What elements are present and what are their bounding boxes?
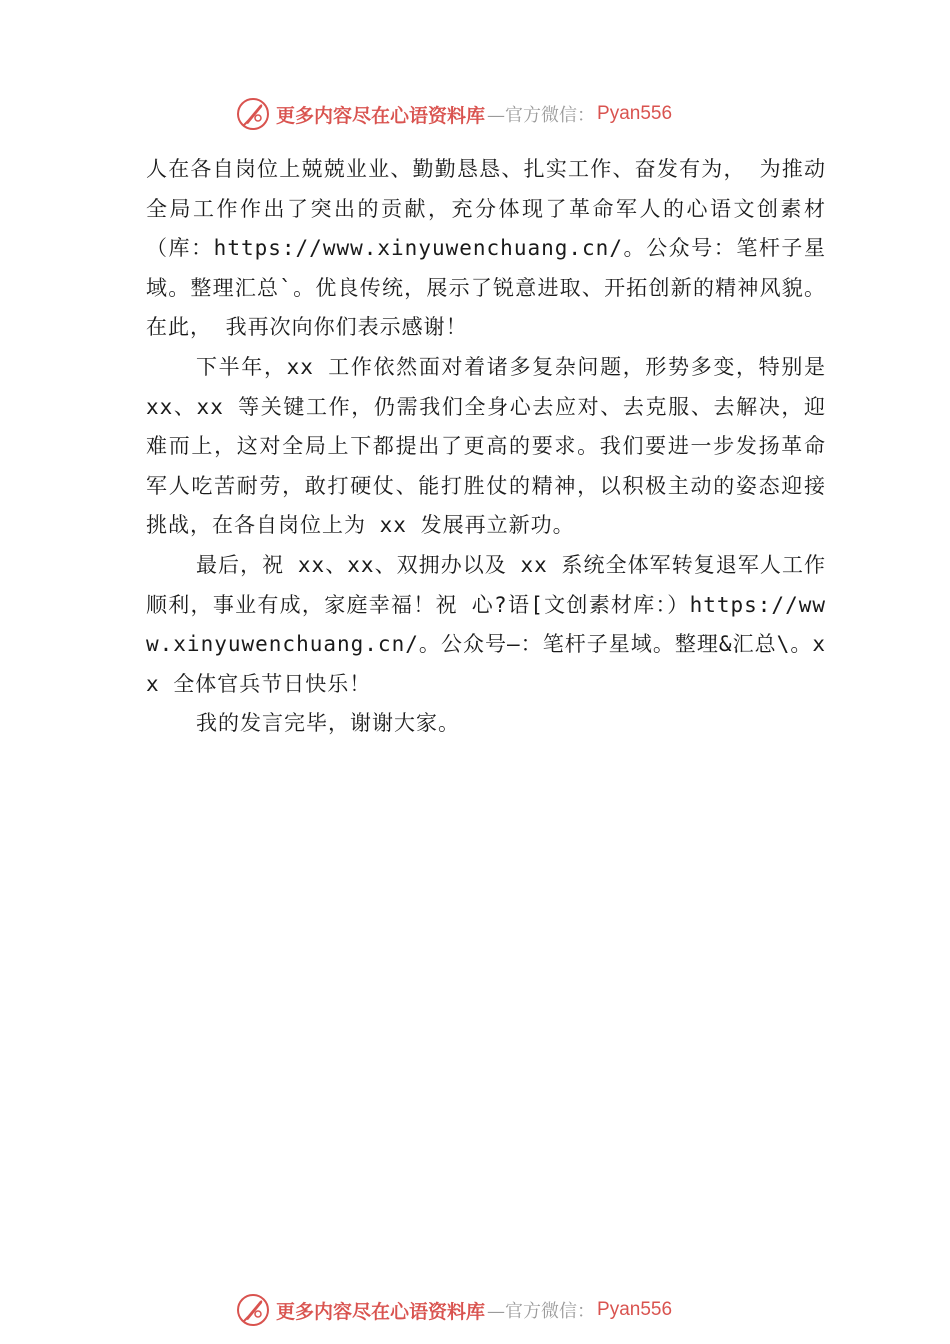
paragraph-2: 下半年，xx 工作依然面对着诸多复杂问题，形势多变，特别是 xx、xx 等关键工作，仍需我们全身心去应对、去克服、去解决，迎难而上，这对全局上下都提出了更高的要求。我们要进一步发扬革命军人吃苦耐劳，敢打硬仗、能打胜仗的精神，以积极主动的姿态迎接挑战，在各自岗位上为 xx 发展再立新功。 bbox=[146, 354, 826, 538]
footer-banner bbox=[236, 1290, 672, 1330]
header-banner-contact: Pyan556 bbox=[597, 103, 673, 124]
paragraph-4: 我的发言完毕，谢谢大家。 bbox=[196, 711, 460, 736]
paragraph-3: 最后，祝 xx、xx、双拥办以及 xx 系统全体军转复退军人工作顺利，事业有成，家庭幸福！祝 心?语[文创素材库：）https://www.xinyuwenchuang.cn/。公众号—：笔杆子星域。整理&汇总\。xx 全体官兵节日快乐！ bbox=[146, 552, 826, 696]
quill-pen-logo-icon bbox=[236, 1293, 270, 1327]
document-body bbox=[146, 150, 826, 744]
paragraph-1: 人在各自岗位上兢兢业业、勤勤恳恳、扎实工作、奋发有为， 为推动全局工作作出了突出的贡献，充分体现了革命军人的心语文创素材（库：https://www.xinyuwenchuang.cn/。公众号：笔杆子星域。整理汇总`。优良传统，展示了锐意进取、开拓创新的精神风貌。在此， 我再次向你们表示感谢！ bbox=[146, 157, 826, 340]
header-banner-title: 更多内容尽在心语资料库 bbox=[276, 104, 486, 127]
footer-banner-contact: Pyan556 bbox=[597, 1299, 673, 1320]
quill-pen-logo-icon bbox=[236, 97, 270, 131]
footer-banner-separator: —官方微信： bbox=[487, 1301, 596, 1322]
footer-banner-title: 更多内容尽在心语资料库 bbox=[276, 1300, 486, 1323]
header-banner bbox=[236, 94, 672, 134]
header-banner-separator: —官方微信： bbox=[487, 105, 596, 126]
